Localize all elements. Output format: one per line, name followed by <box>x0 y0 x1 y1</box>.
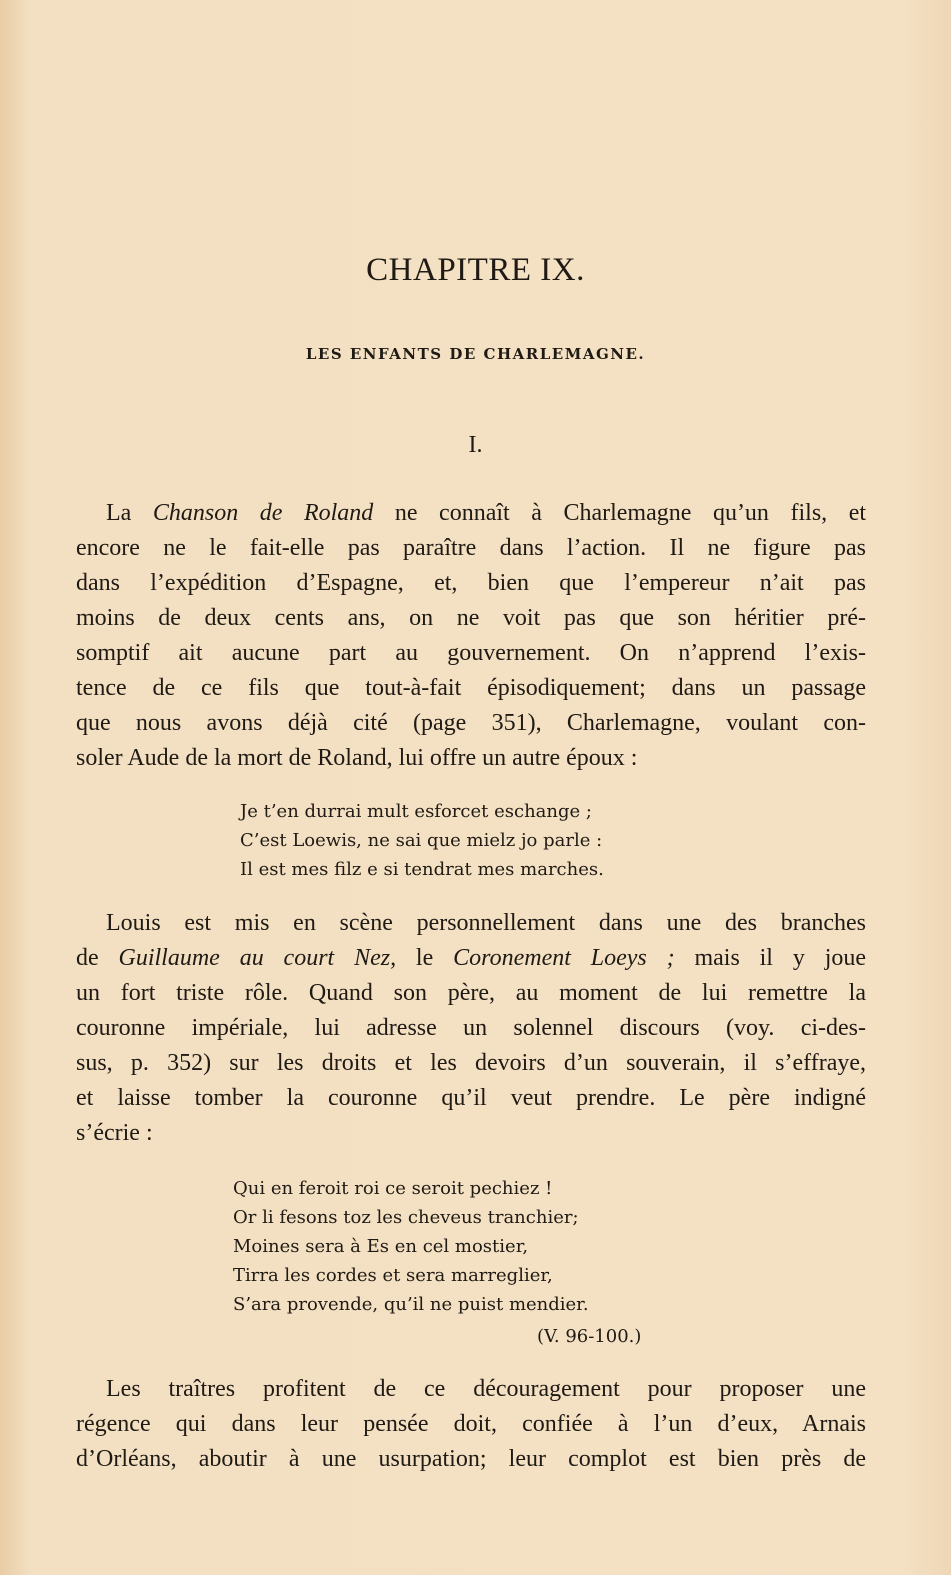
verse-line: Qui en feroit roi ce seroit pechiez ! <box>233 1178 553 1199</box>
paragraph-2 <box>76 906 866 1151</box>
paragraph-line: dans l’expédition d’Espagne, et, bien que l’empereur n’ait pas <box>76 570 866 596</box>
verse-line: C’est Loewis, ne sai que mielz jo parle : <box>240 830 603 851</box>
paragraph-line: moins de deux cents ans, on ne voit pas que son héritier pré- <box>76 605 866 631</box>
verse-quote-1 <box>240 797 604 884</box>
paragraph-1 <box>76 496 866 776</box>
verse-quote-2 <box>233 1174 589 1319</box>
section-number: I. <box>468 432 483 458</box>
paragraph-line: que nous avons déjà cité (page 351), Charlemagne, voulant con- <box>76 710 866 736</box>
paragraph-3 <box>76 1372 866 1477</box>
work-title: Coronement Loeys ; <box>453 945 675 971</box>
paragraph-line: couronne impériale, lui adresse un solennel discours (voy. ci-des- <box>76 1015 866 1041</box>
chapter-title: CHAPITRE IX. <box>366 252 585 288</box>
work-title: Guillaume au court Nez, <box>118 945 397 971</box>
paragraph-line: soler Aude de la mort de Roland, lui offre un autre époux : <box>76 745 638 771</box>
paragraph-line: Les traîtres profitent de ce découragement pour proposer une <box>106 1376 866 1402</box>
verse-line: Or li fesons toz les cheveus tranchier; <box>233 1207 579 1228</box>
paragraph-line: de Guillaume au court Nez, le Coronement Loeys ; mais il y joue <box>76 945 867 971</box>
chapter-subtitle: LES ENFANTS DE CHARLEMAGNE. <box>305 345 646 363</box>
paragraph-line: La Chanson de Roland ne connaît à Charlemagne qu’un fils, et <box>106 500 867 526</box>
verse-line: Je t’en durrai mult esforcet eschange ; <box>240 801 592 822</box>
paragraph-line: et laisse tomber la couronne qu’il veut prendre. Le père indigné <box>76 1085 866 1111</box>
paragraph-line: sus, p. 352) sur les droits et les devoirs d’un souverain, il s’effraye, <box>76 1050 866 1076</box>
verse-line: S’ara provende, qu’il ne puist mendier. <box>233 1294 589 1315</box>
verse-line: Tirra les cordes et sera marreglier, <box>233 1265 553 1286</box>
paragraph-line: encore ne le fait-elle pas paraître dans l’action. Il ne figure pas <box>76 535 866 561</box>
paragraph-line: régence qui dans leur pensée doit, confiée à l’un d’eux, Arnais <box>76 1411 866 1437</box>
paragraph-line: tence de ce fils que tout-à-fait épisodiquement; dans un passage <box>76 675 866 701</box>
verse-line: Il est mes filz e si tendrat mes marches. <box>240 859 604 880</box>
work-title: Chanson de Roland <box>152 500 374 526</box>
paragraph-line: somptif ait aucune part au gouvernement. On n’apprend l’exis- <box>76 640 866 666</box>
paragraph-line: d’Orléans, aboutir à une usurpation; leur complot est bien près de <box>76 1446 866 1472</box>
verse-reference: (V. 96-100.) <box>537 1326 642 1347</box>
paragraph-line: Louis est mis en scène personnellement dans une des branches <box>106 910 866 936</box>
paragraph-line: un fort triste rôle. Quand son père, au moment de lui remettre la <box>76 980 866 1006</box>
verse-line: Moines sera à Es en cel mostier, <box>233 1236 529 1257</box>
paragraph-line: s’écrie : <box>76 1120 153 1146</box>
